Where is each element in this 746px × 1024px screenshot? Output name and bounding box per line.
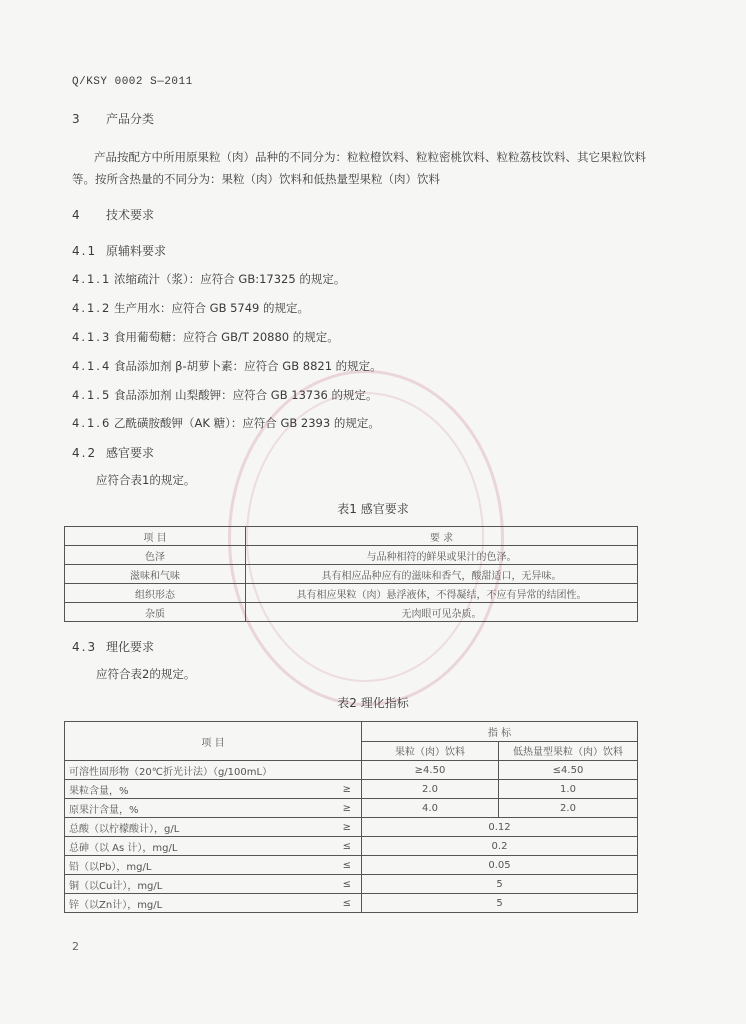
table-row <box>65 780 638 799</box>
table-cell: 锌（以Zn计），mg/L <box>65 894 328 913</box>
page-number: 2 <box>72 940 79 953</box>
document-header: Q/KSY 0002 S—2011 <box>72 76 193 88</box>
table-cell: 具有相应果粒（肉）悬浮液体，不得凝结，不应有异常的结团性。 <box>246 584 638 603</box>
table-2 <box>64 721 638 913</box>
section-3-paragraph: 产品按配方中所用原果粒（肉）品种的不同分为：粒粒橙饮料、粒粒密桃饮料、粒粒荔枝饮料、其它果粒饮料等。按所含热量的不同分为：果粒（肉）饮料和低热量型果粒（肉）饮料 <box>72 150 646 186</box>
table-cell: ≤ <box>327 875 362 894</box>
table-row <box>65 565 638 584</box>
table-cell: 原果汁含量，% <box>65 799 328 818</box>
table-cell: 具有相应品种应有的滋味和香气，酸甜适口，无异味。 <box>246 565 638 584</box>
table-cell: 滋味和气味 <box>65 565 246 584</box>
table-cell: 0.05 <box>362 856 638 875</box>
table-row <box>65 875 638 894</box>
section-4-3-text: 应符合表2的规定。 <box>96 667 196 681</box>
table-cell: 组织形态 <box>65 584 246 603</box>
table-cell: 色泽 <box>65 546 246 565</box>
table-1-caption: 表1 感官要求 <box>337 502 409 516</box>
table-row <box>65 722 638 742</box>
table-header-cell: 要 求 <box>246 527 638 546</box>
clause-4-1-1: 4.1.1 浓缩疏汁（浆）：应符合 GB:17325 的规定。 <box>72 272 346 286</box>
table-header-cell: 果粒（肉）饮料 <box>362 741 499 761</box>
table-cell: ≥ <box>327 780 362 799</box>
table-1 <box>64 526 638 622</box>
table-cell: ≥ <box>327 799 362 818</box>
section-3-heading: 3 产品分类 <box>72 112 155 126</box>
table-header-cell: 指 标 <box>362 722 638 742</box>
table-cell: 总砷（以 As 计），mg/L <box>65 837 328 856</box>
clause-4-1-4: 4.1.4 食品添加剂 β-胡萝卜素：应符合 GB 8821 的规定。 <box>72 359 382 373</box>
table-cell: 与品种相符的鲜果或果汁的色泽。 <box>246 546 638 565</box>
table-cell: 5 <box>362 894 638 913</box>
table-cell: 5 <box>362 875 638 894</box>
table-cell: 4.0 <box>362 799 499 818</box>
clause-4-1-3: 4.1.3 食用葡萄糖：应符合 GB/T 20880 的规定。 <box>72 330 339 344</box>
table-cell: ≤4.50 <box>499 761 638 780</box>
section-4-heading: 4 技术要求 <box>72 208 155 222</box>
table-cell: 杂质 <box>65 603 246 622</box>
table-row <box>65 894 638 913</box>
table-row <box>65 546 638 565</box>
table-cell: 0.12 <box>362 818 638 837</box>
section-4-2-heading: 4.2 感官要求 <box>72 446 155 460</box>
table-cell: ≤ <box>327 856 362 875</box>
section-4-1-heading: 4.1 原辅料要求 <box>72 244 167 258</box>
table-row <box>65 584 638 603</box>
table-row <box>65 761 638 780</box>
table-cell: 果粒含量，% <box>65 780 328 799</box>
table-cell: 铜（以Cu计），mg/L <box>65 875 328 894</box>
table-cell: ≥4.50 <box>362 761 499 780</box>
table-cell: ≤ <box>327 894 362 913</box>
table-row <box>65 856 638 875</box>
table-row <box>65 527 638 546</box>
table-cell: ≤ <box>327 837 362 856</box>
clause-4-1-2: 4.1.2 生产用水：应符合 GB 5749 的规定。 <box>72 301 310 315</box>
table-header-cell: 项 目 <box>65 527 246 546</box>
clause-4-1-6: 4.1.6 乙酰磺胺酸钾（AK 糖）：应符合 GB 2393 的规定。 <box>72 416 380 430</box>
section-4-2-text: 应符合表1的规定。 <box>96 473 196 487</box>
section-4-3-heading: 4.3 理化要求 <box>72 640 155 654</box>
table-cell: 1.0 <box>499 780 638 799</box>
table-row <box>65 818 638 837</box>
table-cell: 2.0 <box>499 799 638 818</box>
clause-4-1-5: 4.1.5 食品添加剂 山梨酸钾：应符合 GB 13736 的规定。 <box>72 388 378 402</box>
table-cell: 2.0 <box>362 780 499 799</box>
table-row <box>65 837 638 856</box>
table-cell: 0.2 <box>362 837 638 856</box>
table-2-caption: 表2 理化指标 <box>337 696 409 710</box>
table-cell: 铅（以Pb），mg/L <box>65 856 328 875</box>
table-cell: 可溶性固形物（20℃折光计法）（g/100mL） <box>65 761 362 780</box>
table-cell: 无肉眼可见杂质。 <box>246 603 638 622</box>
table-cell: ≥ <box>327 818 362 837</box>
table-header-cell: 低热量型果粒（肉）饮料 <box>499 741 638 761</box>
table-header-cell: 项 目 <box>65 722 362 761</box>
table-cell: 总酸（以柠檬酸计），g/L <box>65 818 328 837</box>
table-row <box>65 799 638 818</box>
table-row <box>65 603 638 622</box>
